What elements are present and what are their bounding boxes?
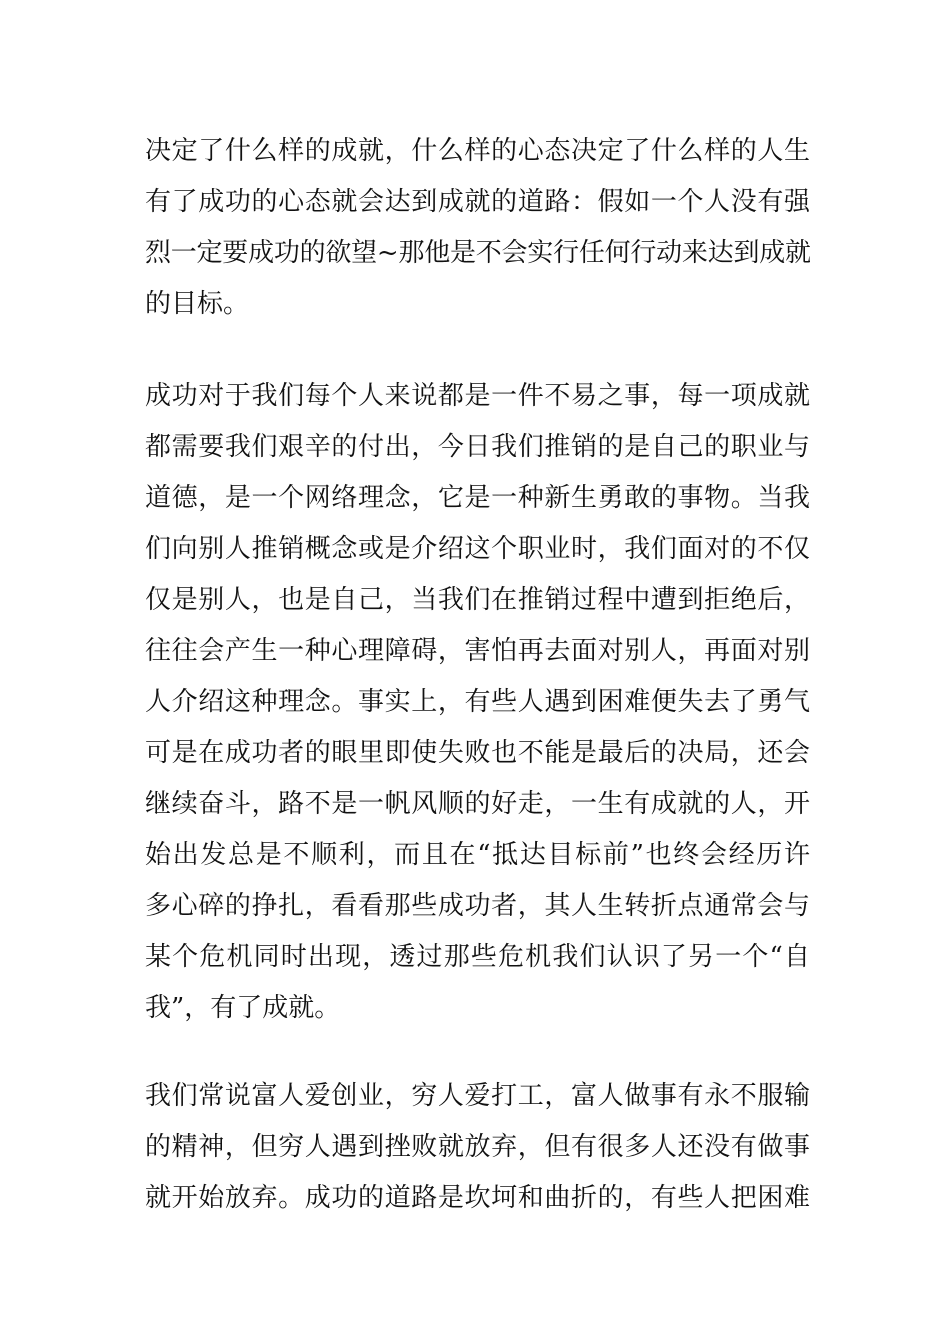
text-line: 都需要我们艰辛的付出，今日我们推销的是自己的职业与 (145, 432, 810, 462)
text-line: 烈一定要成功的欲望~那他是不会实行任何行动来达到成就 (145, 238, 810, 268)
text-line: 的目标。 (145, 289, 250, 319)
text-line: 我们常说富人爱创业，穷人爱打工，富人做事有永不服输 (145, 1081, 810, 1111)
text-line: 人介绍这种理念。事实上，有些人遇到困难便失去了勇气 (145, 687, 810, 717)
text-line: 往往会产生一种心理障碍，害怕再去面对别人，再面对别 (145, 636, 810, 666)
paragraph (145, 1071, 810, 1224)
paragraph (145, 371, 810, 1034)
text-line: 决定了什么样的成就，什么样的心态决定了什么样的人生 (145, 136, 810, 166)
paragraph (145, 126, 810, 330)
text-line: 道德，是一个网络理念，它是一种新生勇敢的事物。当我 (145, 483, 810, 513)
text-line: 们向别人推销概念或是介绍这个职业时，我们面对的不仅 (145, 534, 810, 564)
text-line: 可是在成功者的眼里即使失败也不能是最后的决局，还会 (145, 738, 810, 768)
text-line: 继续奋斗，路不是一帆风顺的好走，一生有成就的人，开 (145, 789, 810, 819)
text-line: 始出发总是不顺利，而且在“抵达目标前”也终会经历许 (145, 840, 810, 870)
text-line: 仅是别人，也是自己，当我们在推销过程中遭到拒绝后， (145, 585, 810, 615)
text-line: 的精神，但穷人遇到挫败就放弃，但有很多人还没有做事 (145, 1132, 810, 1162)
text-line: 我”，有了成就。 (145, 993, 341, 1023)
text-line: 某个危机同时出现，透过那些危机我们认识了另一个“自 (145, 942, 810, 972)
text-line: 成功对于我们每个人来说都是一件不易之事，每一项成就 (145, 381, 810, 411)
text-line: 有了成功的心态就会达到成就的道路：假如一个人没有强 (145, 187, 810, 217)
text-line: 多心碎的挣扎，看看那些成功者，其人生转折点通常会与 (145, 891, 810, 921)
text-line: 就开始放弃。成功的道路是坎坷和曲折的，有些人把困难 (145, 1183, 810, 1213)
